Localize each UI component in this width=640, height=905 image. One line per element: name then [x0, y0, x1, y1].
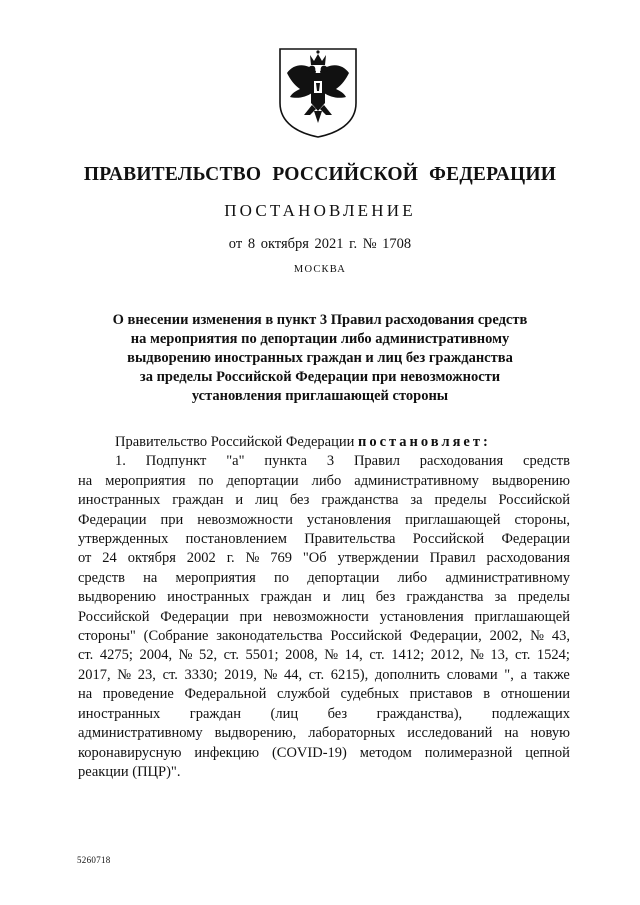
body-line: на проведение Федеральной службой судебных приставов в отношении	[78, 686, 570, 703]
russian-coat-of-arms-icon	[276, 45, 360, 139]
body-line: Российской Федерации при невозможности установления приглашающей	[78, 608, 570, 625]
document-city: МОСКВА	[293, 264, 347, 275]
body-line: реакции (ПЦР)".	[78, 763, 181, 780]
body-line: утвержденных постановлением Правительства Российской Федерации	[78, 531, 570, 548]
body-line: 1. Подпункт "а" пункта 3 Правил расходования средств	[115, 453, 570, 470]
document-date-number: от 8 октября 2021 г. № 1708	[228, 236, 412, 252]
body-line: на мероприятия по депортации либо административному выдворению	[78, 472, 570, 489]
body-line: коронавирусную инфекцию (COVID-19) методом полимеразной цепной	[78, 744, 570, 761]
body-line: 2017, № 23, ст. 3330; 2019, № 44, ст. 6215), дополнить словами ", а также	[78, 666, 570, 683]
subject-line: на мероприятия по депортации либо административному	[130, 331, 510, 347]
body-line: иностранных граждан (лиц без гражданства), подлежащих	[78, 705, 570, 722]
decree-word: постановляет:	[357, 434, 491, 450]
body-line: от 24 октября 2002 г. № 769 "Об утверждении Правил расходования	[78, 550, 570, 567]
subject-line: О внесении изменения в пункт 3 Правил расходования средств	[112, 312, 528, 328]
footer-document-code: 5260718	[77, 855, 111, 865]
body-line: Федерации при невозможности установления приглашающей стороны,	[78, 511, 570, 528]
body-line: ст. 4275; 2004, № 52, ст. 5501; 2008, № 14, ст. 1412; 2012, № 13, ст. 1524;	[78, 647, 570, 664]
body-line: административному выдворению, лабораторных исследований на новую	[78, 725, 570, 742]
body-line: стороны" (Собрание законодательства Российской Федерации, 2002, № 43,	[78, 628, 570, 645]
intro-text: Правительство Российской Федерации	[115, 434, 355, 450]
body-line: иностранных граждан и лиц без гражданства за пределы Российской	[78, 492, 570, 509]
government-title: ПРАВИТЕЛЬСТВО РОССИЙСКОЙ ФЕДЕРАЦИИ	[83, 164, 557, 185]
document-type: ПОСТАНОВЛЕНИЕ	[224, 201, 416, 220]
subject-line: выдворению иностранных граждан и лиц без гражданства	[127, 350, 513, 366]
document-subject	[60, 311, 580, 406]
intro-line	[78, 433, 570, 452]
subject-line: за пределы Российской Федерации при невозможности	[139, 369, 501, 385]
document-body	[78, 433, 570, 782]
subject-line: установления приглашающей стороны	[191, 388, 449, 404]
body-line: средств на мероприятия по депортации либо административному	[78, 569, 570, 586]
body-line: выдворению иностранных граждан и лиц без гражданства за пределы	[78, 589, 570, 606]
